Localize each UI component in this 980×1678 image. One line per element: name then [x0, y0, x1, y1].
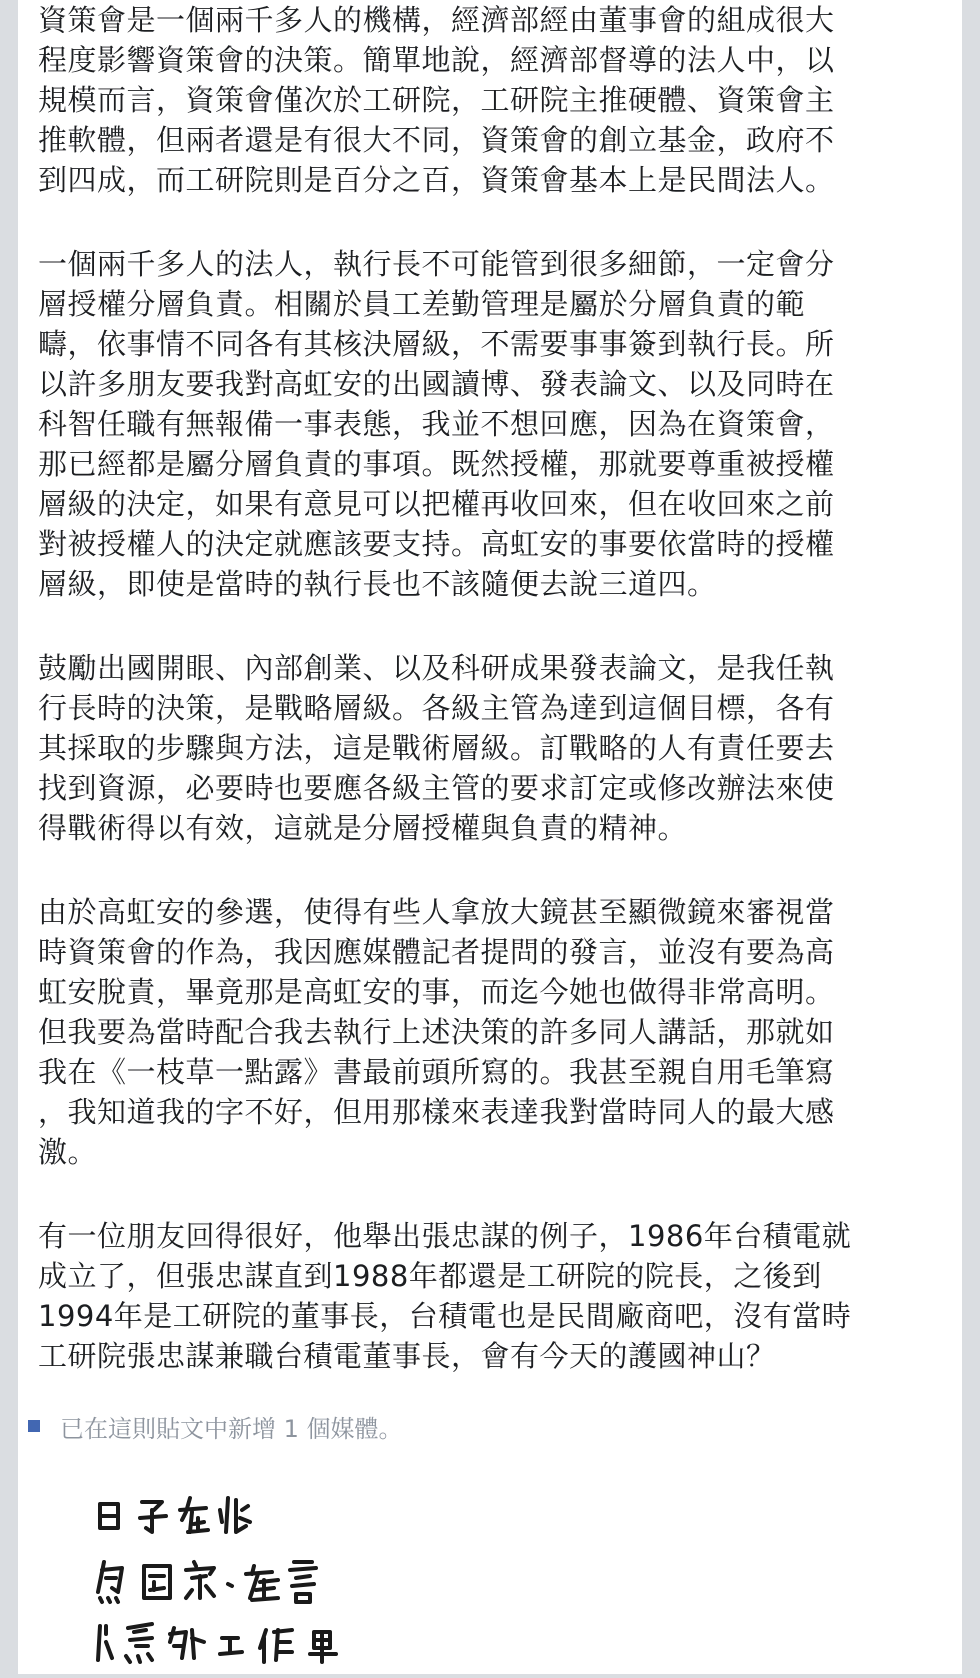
post-text-line: 由於高虹安的參選，使得有些人拿放大鏡甚至顯微鏡來審視當 — [38, 895, 835, 929]
post-text-line: 成立了，但張忠謀直到1988年都還是工研院的院長，之後到 — [38, 1259, 822, 1293]
post-text-line: 找到資源，必要時也要應各級主管的要求訂定或修改辦法來使 — [38, 771, 835, 805]
post-text-line: 激。 — [38, 1135, 98, 1169]
media-added-note-text: 已在這則貼文中新增 1 個媒體。 — [60, 1414, 403, 1443]
post-text-line: 但我要為當時配合我去執行上述決策的許多同人講話，那就如 — [38, 1015, 835, 1049]
post-text-line: 行長時的決策，是戰略層級。各級主管為達到這個目標，各有 — [38, 691, 835, 725]
post-text-line: 到四成，而工研院則是百分之百，資策會基本上是民間法人。 — [38, 163, 835, 197]
post-text-line: 其採取的步驟與方法，這是戰術層級。訂戰略的人有責任要去 — [38, 731, 835, 765]
post-text-line: 虹安脫責，畢竟那是高虹安的事，而迄今她也做得非常高明。 — [38, 975, 835, 1009]
post-text-line: 有一位朋友回得很好，他舉出張忠謀的例子，1986年台積電就 — [38, 1219, 852, 1253]
post-text-line: 推軟體，但兩者還是有很大不同，資策會的創立基金，政府不 — [38, 123, 835, 157]
post-text-line: 以許多朋友要我對高虹安的出國讀博、發表論文、以及同時在 — [38, 367, 835, 401]
media-added-note[interactable] — [28, 1408, 403, 1444]
post-text-line: 工研院張忠謀兼職台積電董事長，會有今天的護國神山？ — [38, 1339, 776, 1373]
post-text-line: 一個兩千多人的法人，執行長不可能管到很多細節，一定會分 — [38, 247, 835, 281]
post-text-line: 層級，即使是當時的執行長也不該隨便去說三道四。 — [38, 567, 717, 601]
post-text-line: 得戰術得以有效，這就是分層授權與負責的精神。 — [38, 811, 688, 845]
post-text-line: 層授權分層負責。相關於員工差勤管理是屬於分層負責的範 — [38, 287, 806, 321]
post-text-line: 那已經都是屬分層負責的事項。既然授權，那就要尊重被授權 — [38, 447, 835, 481]
post-text-line: 規模而言，資策會僅次於工研院，工研院主推硬體、資策會主 — [38, 83, 835, 117]
post-text-line: 程度影響資策會的決策。簡單地說，經濟部督導的法人中，以 — [38, 43, 835, 77]
post-text-line: 科智任職有無報備一事表態，我並不想回應，因為在資策會， — [38, 407, 835, 441]
post-paragraph — [38, 0, 938, 200]
photo-icon — [28, 1420, 40, 1432]
post-body — [38, 0, 938, 1420]
post-text-line: 1994年是工研院的董事長，台積電也是民間廠商吧，沒有當時 — [38, 1299, 852, 1333]
post-text-line: 疇，依事情不同各有其核決層級，不需要事事簽到執行長。所 — [38, 327, 835, 361]
media-attachment[interactable] — [18, 1452, 962, 1674]
calligraphy-image — [82, 1462, 382, 1674]
post-text-line: 我在《一枝草一點露》書最前頭所寫的。我甚至親自用毛筆寫 — [38, 1055, 835, 1089]
post-text-line: 資策會是一個兩千多人的機構，經濟部經由董事會的組成很大 — [38, 3, 835, 37]
post-text-line: 鼓勵出國開眼、內部創業、以及科研成果發表論文，是我任執 — [38, 651, 835, 685]
post-text-line: 時資策會的作為，我因應媒體記者提問的發言，並沒有要為高 — [38, 935, 835, 969]
post-paragraph — [38, 1216, 938, 1376]
post-text-line: ，我知道我的字不好，但用那樣來表達我對當時同人的最大感 — [38, 1095, 835, 1129]
calligraphy-drawing — [82, 1462, 382, 1674]
post-text-line: 對被授權人的決定就應該要支持。高虹安的事要依當時的授權 — [38, 527, 835, 561]
post-text-line: 層級的決定，如果有意見可以把權再收回來，但在收回來之前 — [38, 487, 835, 521]
post-paragraph — [38, 244, 938, 604]
post-paragraph — [38, 648, 938, 848]
post-paragraph — [38, 892, 938, 1172]
